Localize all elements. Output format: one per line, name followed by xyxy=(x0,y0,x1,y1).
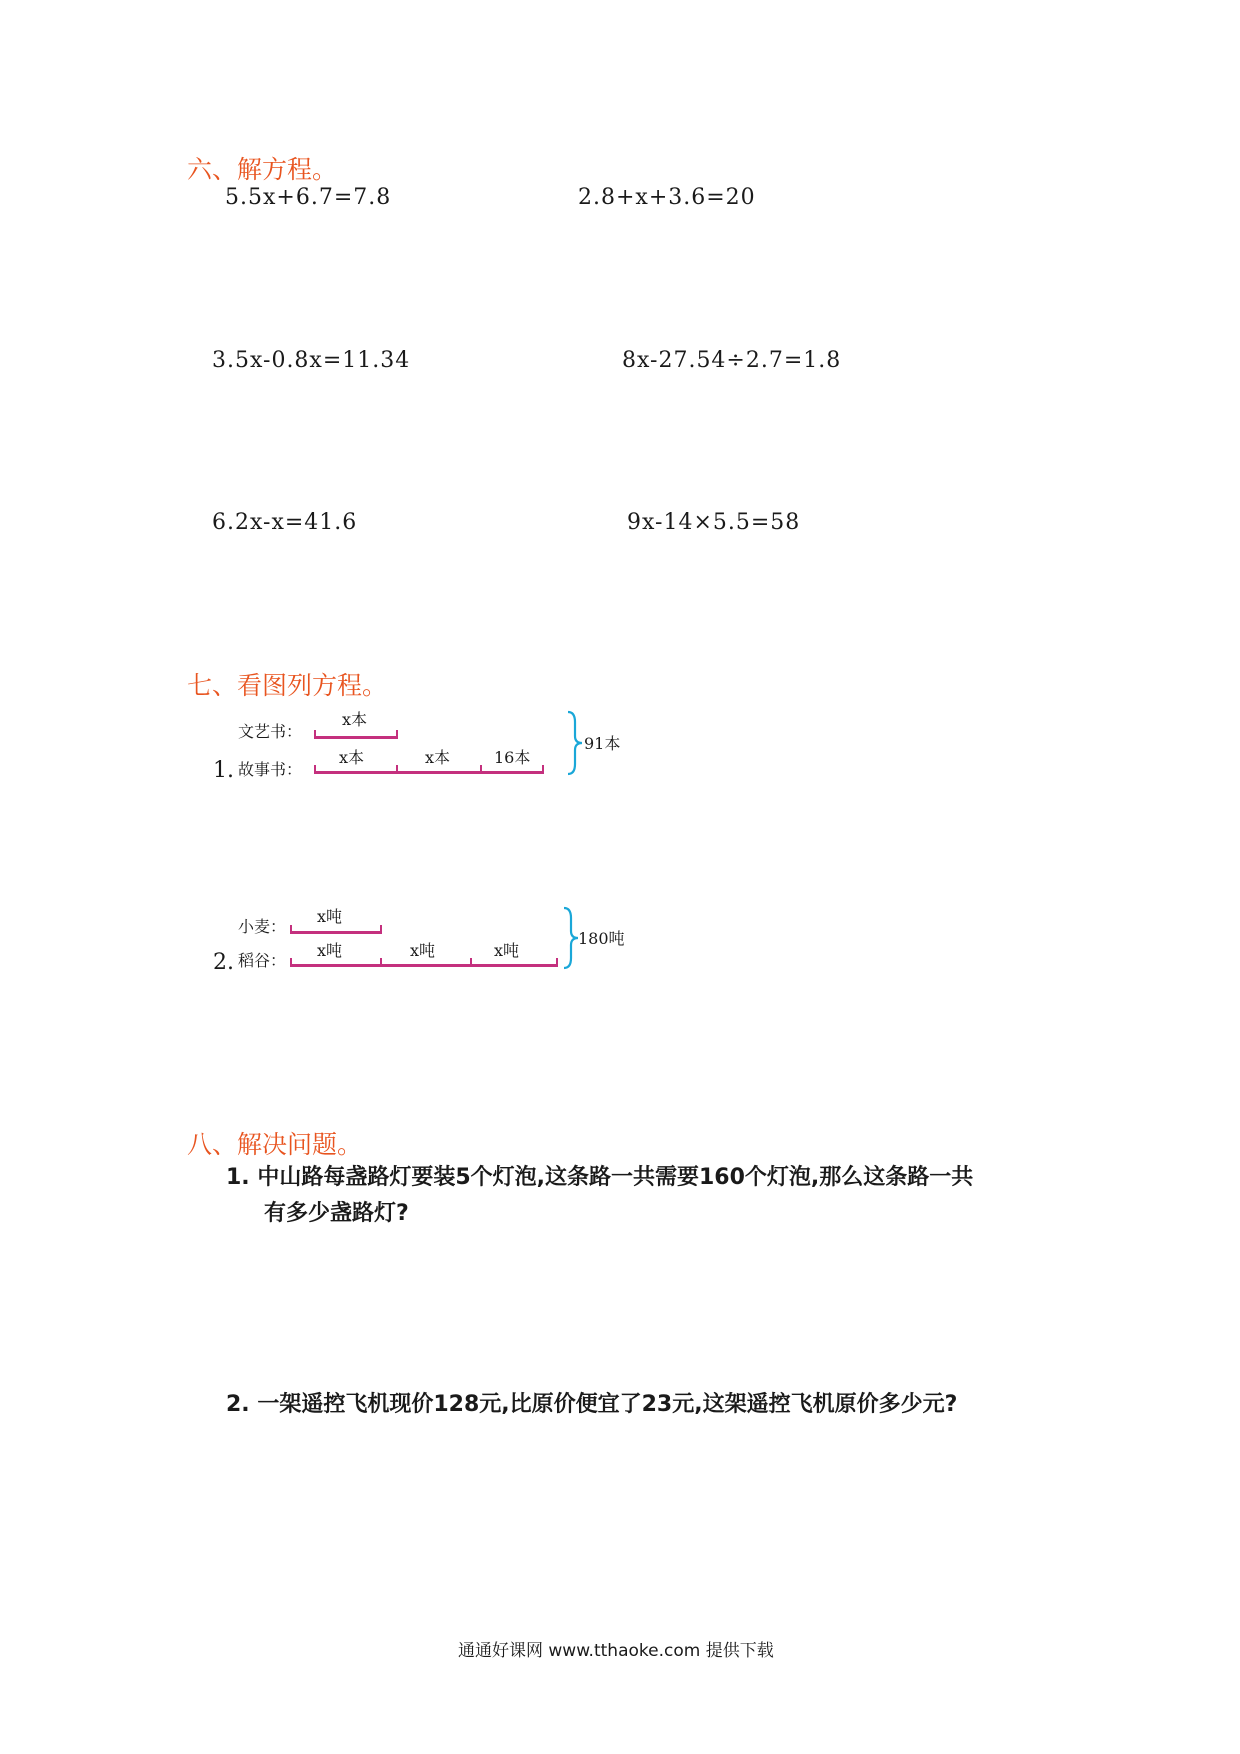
diagram1-tick xyxy=(542,765,544,774)
diagram2-total-label: 180吨 xyxy=(578,929,625,948)
diagram2-row1-label: 小麦： xyxy=(238,917,287,936)
diagram2-tick xyxy=(290,958,292,967)
diagram2-bottom-segment xyxy=(290,964,558,967)
diagram1-tick xyxy=(396,765,398,774)
problem-1-line-1: 1. 中山路每盏路灯要装5个灯泡,这条路一共需要160个灯泡,那么这条路一共 xyxy=(226,1165,974,1190)
diagram2-number: 2. xyxy=(213,950,234,975)
section-8-heading: 八、解决问题。 xyxy=(187,1130,363,1159)
section-6-heading: 六、解方程。 xyxy=(187,155,338,184)
diagram2-seg-c-label: x吨 xyxy=(494,941,520,960)
diagram2-seg-b-label: x吨 xyxy=(410,941,436,960)
diagram2-tick xyxy=(380,958,382,967)
problem-2: 2. 一架遥控飞机现价128元,比原价便宜了23元,这架遥控飞机原价多少元? xyxy=(226,1392,958,1417)
diagram1-tick xyxy=(396,730,398,739)
footer-text: 通通好课网 www.tthaoke.com 提供下载 xyxy=(458,1641,774,1661)
diagram1-row2-label: 故事书： xyxy=(238,760,303,779)
diagram1-tick xyxy=(314,765,316,774)
diagram1-seg-a-label: x本 xyxy=(339,748,365,767)
diagram1-total-label: 91本 xyxy=(584,734,621,753)
diagram1-top-segment xyxy=(314,736,398,739)
equation-1: 5.5x+6.7=7.8 xyxy=(225,185,392,210)
diagram1-tick xyxy=(480,765,482,774)
diagram2-tick xyxy=(470,958,472,967)
brace-icon xyxy=(566,710,584,776)
section-7-heading: 七、看图列方程。 xyxy=(187,671,388,700)
diagram1-seg-b-label: x本 xyxy=(425,748,451,767)
diagram1-bottom-segment xyxy=(314,771,544,774)
diagram1-row1-label: 文艺书： xyxy=(238,722,303,741)
diagram1-top-segment-label: x本 xyxy=(342,710,368,729)
diagram2-tick xyxy=(556,958,558,967)
equation-5: 6.2x-x=41.6 xyxy=(212,510,358,535)
problem-1-line-2: 有多少盏路灯? xyxy=(264,1201,409,1226)
equation-6: 9x-14×5.5=58 xyxy=(627,510,801,535)
diagram1-seg-c-label: 16本 xyxy=(494,748,531,767)
equation-2: 2.8+x+3.6=20 xyxy=(578,185,756,210)
diagram2-top-segment-label: x吨 xyxy=(317,907,343,926)
diagram2-seg-a-label: x吨 xyxy=(317,941,343,960)
equation-4: 8x-27.54÷2.7=1.8 xyxy=(622,348,842,373)
diagram2-tick xyxy=(290,925,292,934)
diagram2-top-segment xyxy=(290,931,382,934)
diagram1-number: 1. xyxy=(213,758,234,783)
diagram2-tick xyxy=(380,925,382,934)
equation-3: 3.5x-0.8x=11.34 xyxy=(212,348,411,373)
diagram2-row2-label: 稻谷： xyxy=(238,951,287,970)
diagram1-tick xyxy=(314,730,316,739)
